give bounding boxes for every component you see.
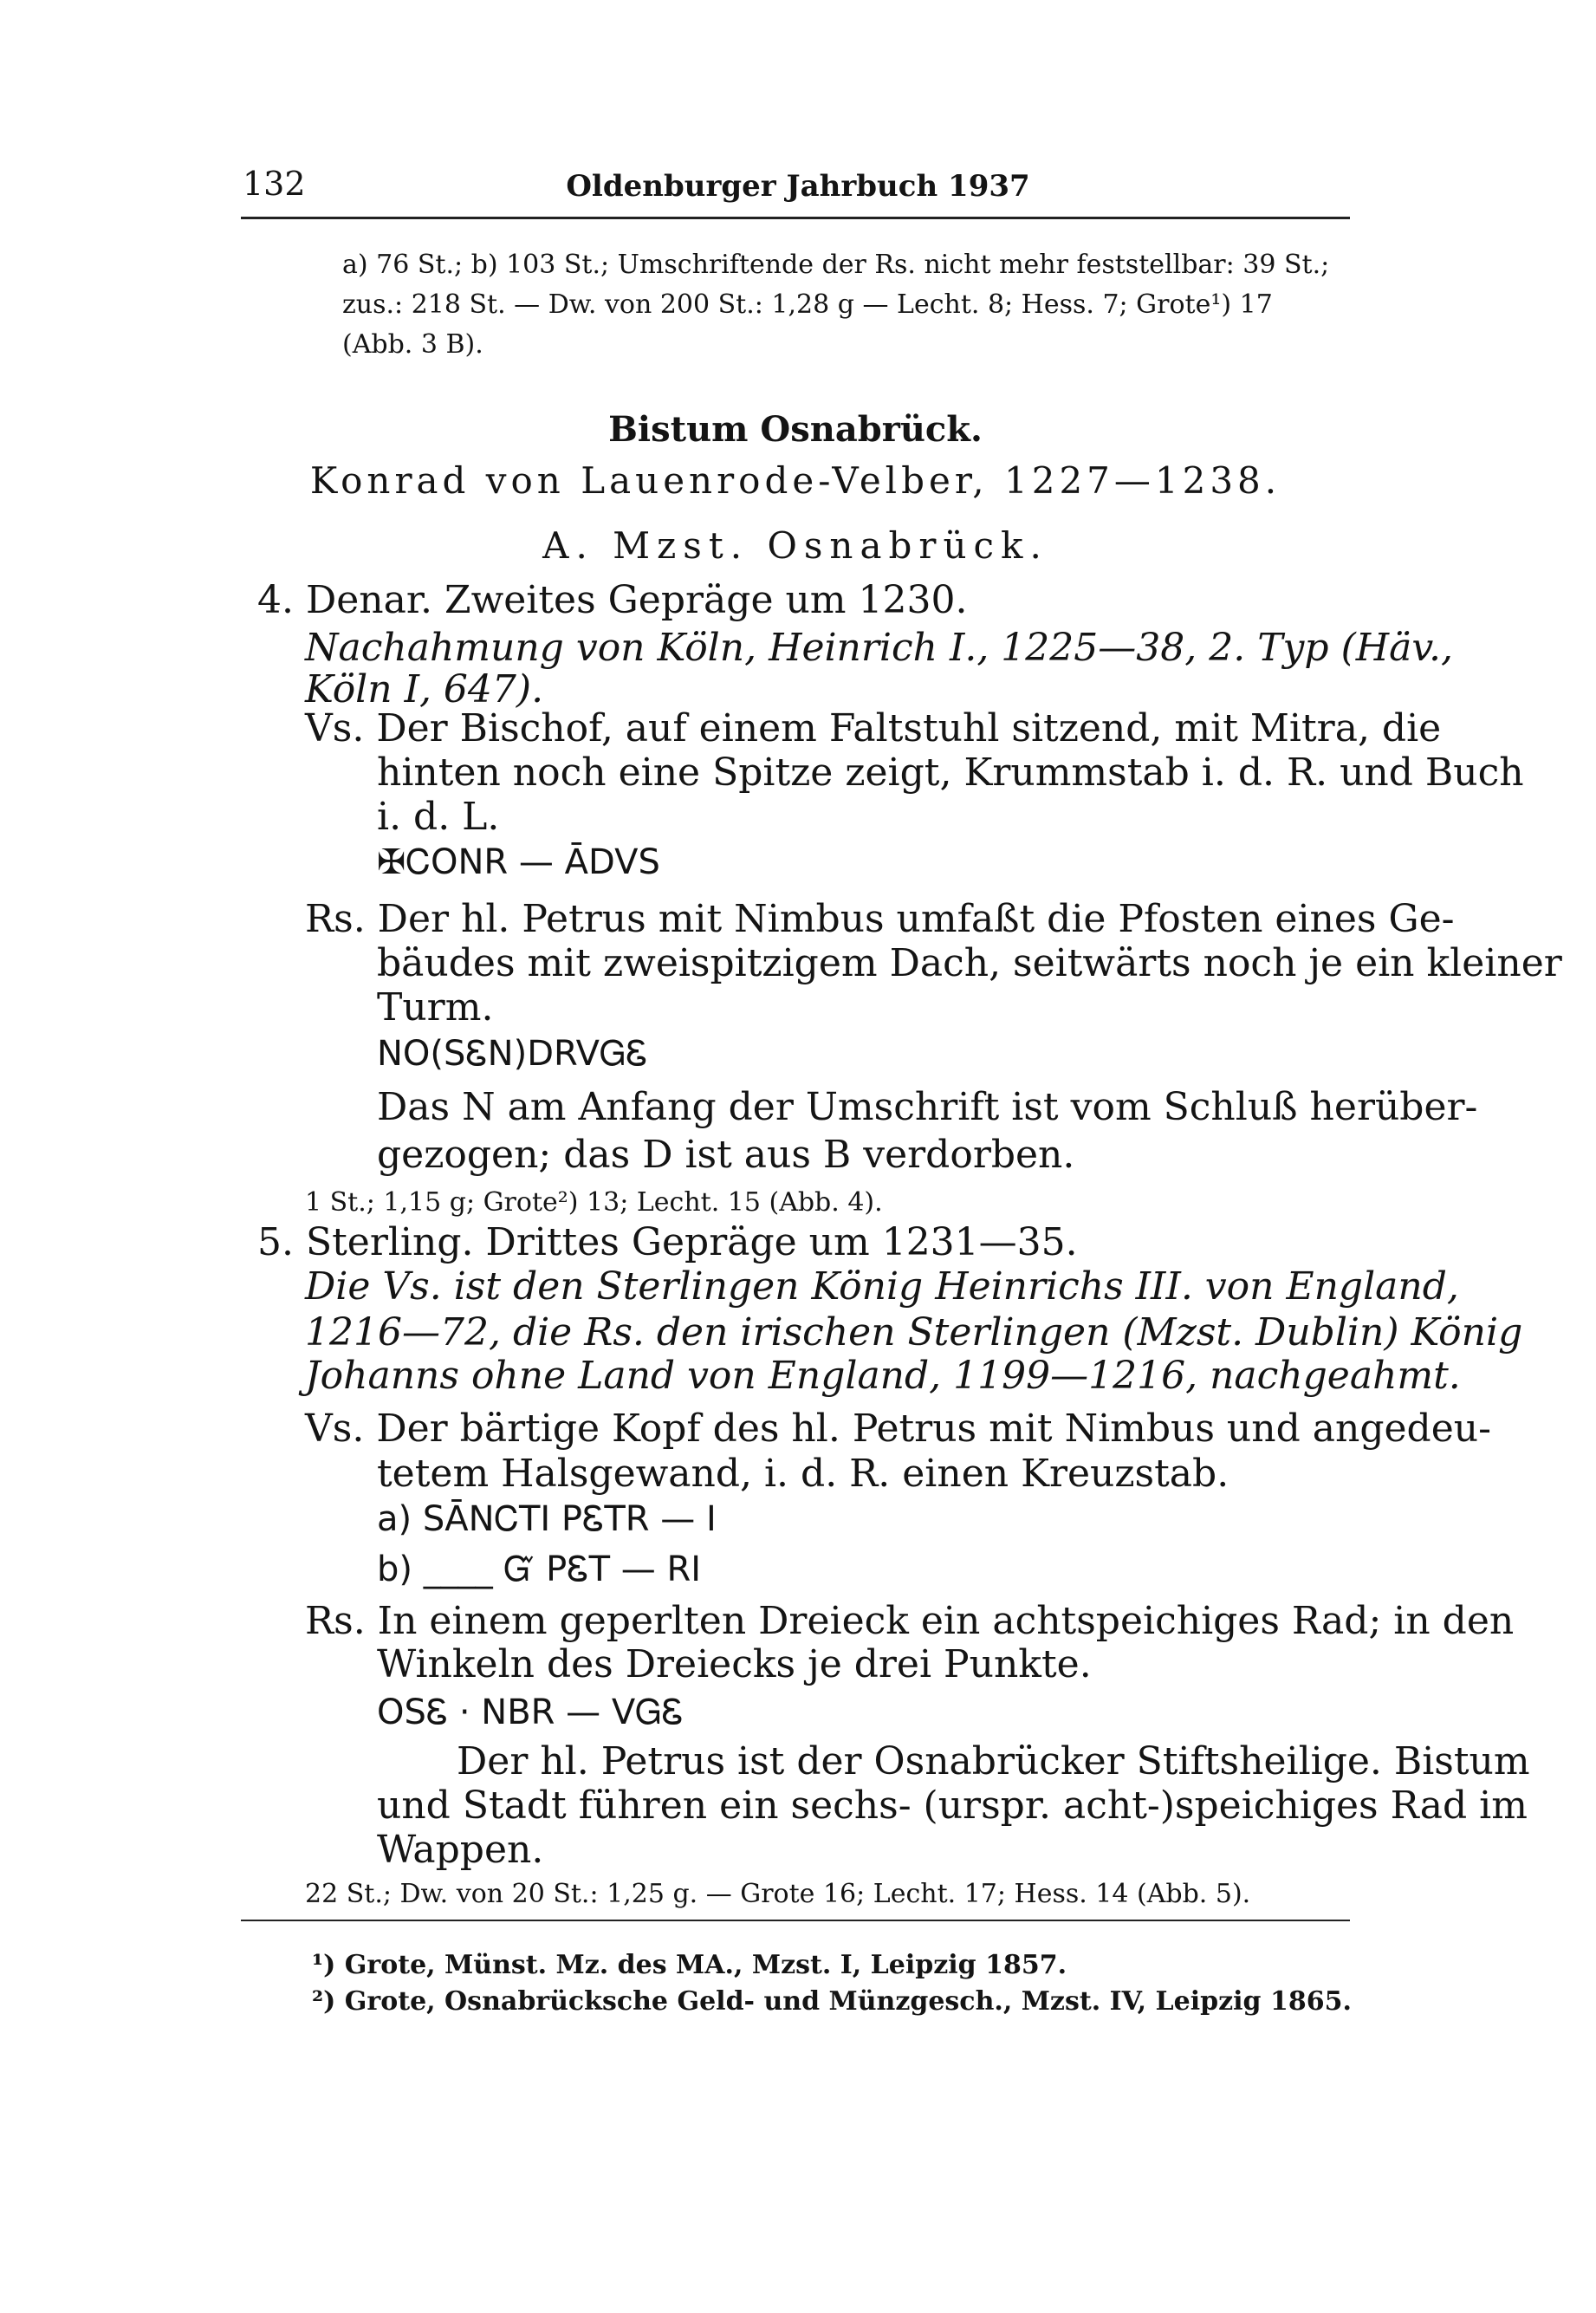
- ruler-heading: Konrad von Lauenrode-Velber, 1227—1238.: [309, 459, 1281, 502]
- entry5-rs-1: Rs. In einem geperlten Dreieck ein achtspeichiges Rad; in den: [305, 1599, 1515, 1643]
- entry5-remark-2: und Stadt führen ein sechs- (urspr. acht-)speichiges Rad im: [377, 1783, 1528, 1828]
- entry5-vs-legend-a: a) SĀNᏟTI PᏋTR — I: [377, 1499, 717, 1539]
- section-title: Bistum Osnabrück.: [608, 409, 983, 450]
- entry5-stats: 22 St.; Dw. von 20 St.: 1,25 g. — Grote 16; Lecht. 17; Hess. 14 (Abb. 5).: [305, 1879, 1251, 1909]
- entry5-remark-1: Der hl. Petrus ist der Osnabrücker Stiftsheilige. Bistum: [457, 1739, 1530, 1783]
- entry4-vs-3: i. d. L.: [377, 795, 500, 839]
- footnote-2: ²) Grote, Osnabrücksche Geld- und Münzgesch., Mzst. IV, Leipzig 1865.: [312, 1986, 1352, 2017]
- entry5-note-2: 1216—72, die Rs. den irischen Sterlingen (Mzst. Dublin) König: [305, 1310, 1523, 1355]
- entry5-vs-2: tetem Halsgewand, i. d. R. einen Kreuzstab.: [377, 1452, 1229, 1496]
- entry5-vs-legend-b: b) ____ Ᏻ PᏋT — RI: [377, 1550, 702, 1589]
- entry4-title: 4. Denar. Zweites Gepräge um 1230.: [257, 578, 968, 622]
- entry5-remark-3: Wappen.: [377, 1828, 544, 1872]
- footnote-1: ¹) Grote, Münst. Mz. des MA., Mzst. I, Leipzig 1857.: [312, 1950, 1067, 1980]
- entry5-rs-2: Winkeln des Dreiecks je drei Punkte.: [377, 1642, 1092, 1686]
- running-title: Oldenburger Jahrbuch 1937: [566, 169, 1030, 204]
- entry4-note-1: Nachahmung von Köln, Heinrich I., 1225—38, 2. Typ (Häv.,: [305, 626, 1453, 670]
- entry5-note-3: Johanns ohne Land von England, 1199—1216, nachgeahmt.: [305, 1354, 1461, 1398]
- entry4-rs-1: Rs. Der hl. Petrus mit Nimbus umfaßt die Pfosten eines Ge-: [305, 897, 1455, 941]
- entry5-title: 5. Sterling. Drittes Gepräge um 1231—35.: [257, 1220, 1078, 1264]
- entry5-note-1: Die Vs. ist den Sterlingen König Heinrichs III. von England,: [305, 1264, 1459, 1309]
- entry4-vs-legend: ✠ᏟONR — ĀDVS: [377, 842, 660, 882]
- entry4-remark-2: gezogen; das D ist aus B verdorben.: [377, 1133, 1075, 1177]
- header-rule: [241, 217, 1350, 219]
- entry5-vs-1: Vs. Der bärtige Kopf des hl. Petrus mit Nimbus und angedeu-: [305, 1407, 1491, 1451]
- entry4-rs-2: bäudes mit zweispitzigem Dach, seitwärts noch je ein kleiner: [377, 941, 1562, 985]
- entry5-rs-legend: OSᏋ · NBR — VᏀᏋ: [377, 1693, 684, 1732]
- page-number: 132: [243, 165, 306, 203]
- entry4-vs-2: hinten noch eine Spitze zeigt, Krummstab i. d. R. und Buch: [377, 750, 1524, 795]
- mint-heading: A. Mzst. Osnabrück.: [542, 524, 1048, 567]
- intro-line-1: a) 76 St.; b) 103 St.; Umschriftende der Rs. nicht mehr feststellbar: 39 St.;: [342, 250, 1330, 280]
- entry4-rs-3: Turm.: [377, 985, 494, 1030]
- entry4-vs-1: Vs. Der Bischof, auf einem Faltstuhl sitzend, mit Mitra, die: [305, 706, 1442, 750]
- intro-line-3: (Abb. 3 B).: [342, 329, 483, 360]
- entry4-note-2: Köln I, 647).: [305, 667, 544, 711]
- intro-line-2: zus.: 218 St. — Dw. von 200 St.: 1,28 g — Lecht. 8; Hess. 7; Grote¹) 17: [342, 289, 1273, 320]
- footnote-rule: [241, 1920, 1350, 1921]
- entry4-rs-legend: NO(SᏋN)DRVᏀᏋ: [377, 1034, 648, 1074]
- entry4-stats: 1 St.; 1,15 g; Grote²) 13; Lecht. 15 (Abb. 4).: [305, 1187, 883, 1218]
- entry4-remark-1: Das N am Anfang der Umschrift ist vom Schluß herüber-: [377, 1085, 1478, 1129]
